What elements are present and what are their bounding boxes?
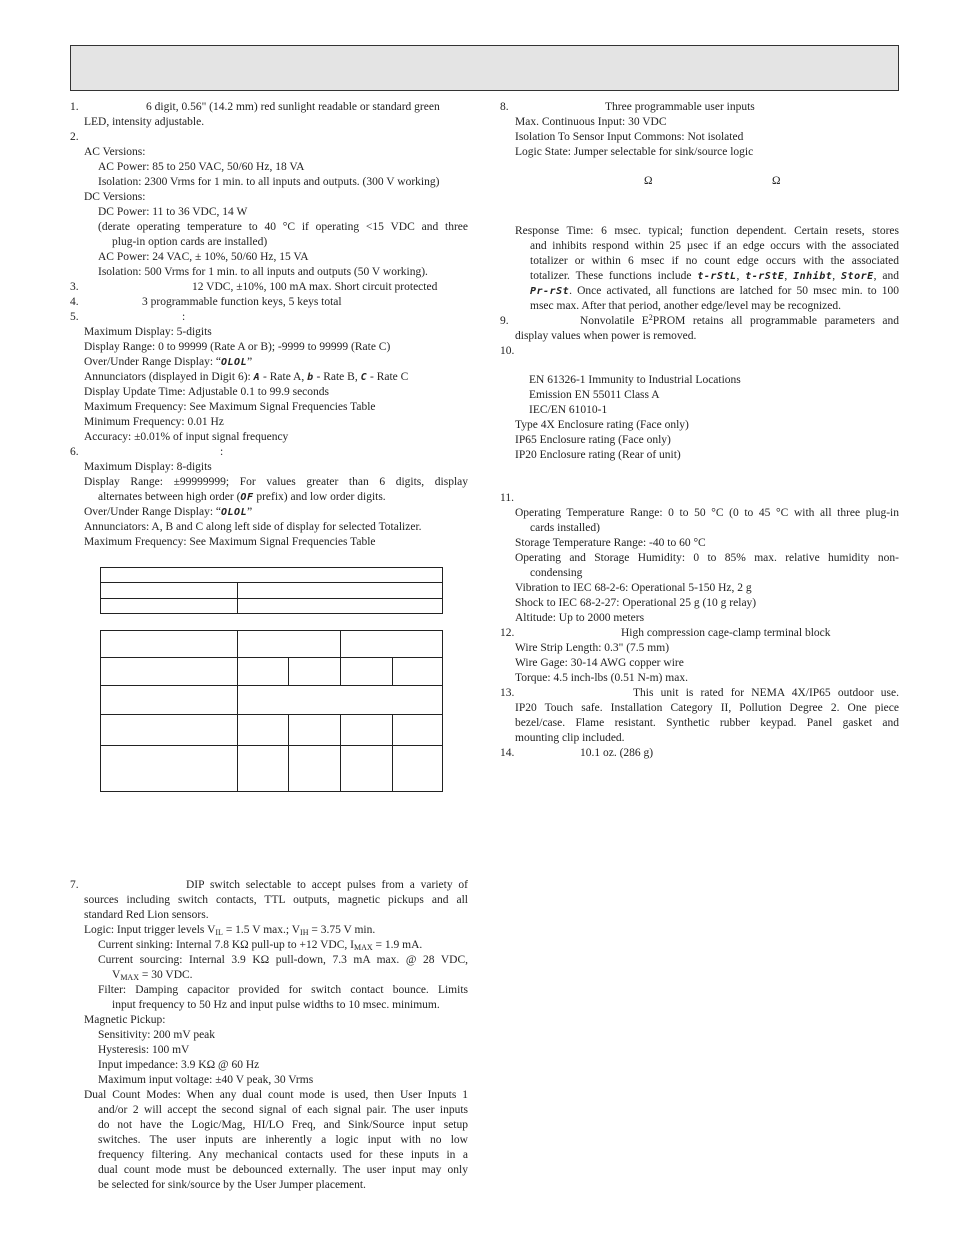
- type-4x-rating: Type 4X Enclosure rating (Face only): [515, 419, 689, 431]
- ip65-rating: IP65 Enclosure rating (Face only): [515, 434, 671, 446]
- magnetic-pickup-heading: Magnetic Pickup:: [84, 1014, 166, 1026]
- response-time-cont: msec max. After that period, another edge/level may be recognized.: [530, 300, 842, 312]
- current-sourcing-cont: $V_{MAX} = 30$ VDC.: [112, 969, 193, 982]
- dc-versions-heading: DC Versions:: [84, 191, 146, 203]
- filter-spec: Filter: Damping capacitor provided for switch contact bounce. Limits: [98, 984, 468, 996]
- dual-count-modes-cont: and/or 2 will accept the second signal of each signal pair. The user inputs: [98, 1104, 468, 1116]
- memory-spec-cont: display values when power is removed.: [515, 330, 697, 342]
- torque: Torque: 4.5 inch-lbs (0.51 N-m) max.: [515, 672, 688, 684]
- total-display-range: Display Range: ±99999999; For values greater than 6 digits, display: [84, 476, 468, 488]
- vibration: Vibration to IEC 68-2-6: Operational 5-150 Hz, 2 g: [515, 582, 752, 594]
- rate-max-frequency: Maximum Frequency: See Maximum Signal Frequencies Table: [84, 401, 376, 413]
- humidity-cont: condensing: [530, 567, 583, 579]
- humidity: Operating and Storage Humidity: 0 to 85% max. relative humidity non-: [515, 552, 899, 564]
- section-number: 10.: [500, 345, 515, 357]
- altitude: Altitude: Up to 2000 meters: [515, 612, 645, 624]
- weight-spec: 10.1 oz. (286 g): [580, 747, 654, 759]
- ac-versions-heading: AC Versions:: [84, 146, 146, 158]
- shock: Shock to IEC 68-2-27: Operational 25 g (10 g relay): [515, 597, 757, 609]
- total-display-range-cont: alternates between high order (OF prefix) and low order digits.: [98, 491, 386, 503]
- dc-power: DC Power: 11 to 36 VDC, 14 W: [98, 206, 248, 218]
- mag-max-voltage: Maximum input voltage: ±40 V peak, 30 Vrms: [98, 1074, 314, 1086]
- section-colon: :: [182, 311, 186, 323]
- response-time-cont: totalizer or within 6 msec if no count edge occurs with the associated: [530, 255, 899, 267]
- construction-spec-cont: IP20 Touch safe. Installation Category II, Pollution Degree 2. One piece: [515, 702, 899, 714]
- dc-isolation: Isolation: 500 Vrms for 1 min. to all inputs and outputs (50 V working).: [98, 266, 428, 278]
- total-annunciators: Annunciators: A, B and C along left side of display for selected Totalizer.: [84, 521, 422, 533]
- sensor-power: 12 VDC, ±10%, 100 mA max. Short circuit protected: [192, 281, 438, 293]
- dual-count-modes-cont: dual count mode must be debounced externally. The user input may only: [98, 1164, 468, 1176]
- ohm-symbol: Ω: [772, 175, 781, 187]
- operating-temperature-cont: cards installed): [530, 522, 600, 534]
- section-number: 6.: [70, 446, 79, 458]
- section-number: 1.: [70, 101, 79, 113]
- section-number: 8.: [500, 101, 509, 113]
- emc-immunity: EN 61326-1 Immunity to Industrial Locations: [529, 374, 741, 386]
- rate-display-range: Display Range: 0 to 99999 (Rate A or B); -9999 to 99999 (Rate C): [84, 341, 391, 353]
- current-sourcing: Current sourcing: Internal 3.9 KΩ pull-down, 7.3 mA max. @ 28 VDC,: [98, 954, 468, 966]
- dual-count-modes-cont: frequency filtering. Any mechanical contacts used for these inputs in a: [98, 1149, 468, 1161]
- section-number: 14.: [500, 747, 515, 759]
- derate-note-cont: plug-in option cards are installed): [112, 236, 268, 248]
- rate-accuracy: Accuracy: ±0.01% of input signal frequency: [84, 431, 289, 443]
- mag-hysteresis: Hysteresis: 100 mV: [98, 1044, 190, 1056]
- dual-count-modes: Dual Count Modes: When any dual count mode is used, then User Inputs 1: [84, 1089, 468, 1101]
- display-spec: 6 digit, 0.56" (14.2 mm) red sunlight readable or standard green: [146, 101, 440, 113]
- filter-spec-cont: input frequency to 50 Hz and input pulse widths to 10 msec. minimum.: [112, 999, 440, 1011]
- section-number: 9.: [500, 315, 509, 327]
- display-update-time: Display Update Time: Adjustable 0.1 to 99.9 seconds: [84, 386, 330, 398]
- connections-spec: High compression cage-clamp terminal block: [621, 627, 831, 639]
- memory-spec: Nonvolatile $E^2PROM$ retains all programmable parameters and: [580, 313, 899, 327]
- ohm-symbol: Ω: [644, 175, 653, 187]
- mag-sensitivity: Sensitivity: 200 mV peak: [98, 1029, 216, 1041]
- section-number: 4.: [70, 296, 79, 308]
- total-over-under: Over/Under Range Display: “OLOL”: [84, 506, 253, 518]
- rate-min-frequency: Minimum Frequency: 0.01 Hz: [84, 416, 224, 428]
- user-inputs-spec: Three programmable user inputs: [605, 101, 755, 113]
- ac-power: AC Power: 85 to 250 VAC, 50/60 Hz, 18 VA: [98, 161, 305, 173]
- construction-spec-cont: mounting clip included.: [515, 732, 625, 744]
- user-logic-state: Logic State: Jumper selectable for sink/source logic: [515, 146, 754, 158]
- display-spec-cont: LED, intensity adjustable.: [84, 116, 205, 128]
- total-max-display: Maximum Display: 8-digits: [84, 461, 212, 473]
- response-time-cont: and inhibits respond within 25 µsec if an edge occurs with the associated: [530, 240, 899, 252]
- current-sinking: Current sinking: Internal 7.8 KΩ pull-up to +12 VDC, $I_{MAX} = 1.9$ mA.: [98, 939, 423, 952]
- rate-annunciators: Annunciators (displayed in Digit 6): A - Rate A, b - Rate B, C - Rate C: [84, 371, 409, 383]
- response-time-functions: totalizer. These functions include t-rStL, t-rStE, Inhibt, StorE, and: [530, 270, 900, 282]
- logic-trigger-levels: Logic: Input trigger levels $V_{IL} = 1.5$ V max.; $V_{IH} = 3.75$ V min.: [84, 924, 376, 937]
- section-number: 5.: [70, 311, 79, 323]
- lcd-olol-text: OLOL: [221, 357, 248, 368]
- section-number: 3.: [70, 281, 79, 293]
- construction-spec: This unit is rated for NEMA 4X/IP65 outdoor use.: [633, 687, 899, 699]
- emc-emission: Emission EN 55011 Class A: [529, 389, 660, 401]
- total-max-frequency: Maximum Frequency: See Maximum Signal Frequencies Table: [84, 536, 376, 548]
- derate-note: (derate operating temperature to 40 °C if operating <15 VDC and three: [98, 221, 468, 233]
- operating-temperature: Operating Temperature Range: 0 to 50 °C (0 to 45 °C with all three plug-in: [515, 507, 899, 519]
- ac-24v-power: AC Power: 24 VAC, ± 10%, 50/60 Hz, 15 VA: [98, 251, 309, 263]
- section-number: 7.: [70, 879, 79, 891]
- section-colon: :: [220, 446, 224, 458]
- safety-standard: IEC/EN 61010-1: [529, 404, 608, 416]
- user-isolation: Isolation To Sensor Input Commons: Not isolated: [515, 131, 744, 143]
- section-number: 2.: [70, 131, 79, 143]
- dual-count-modes-cont: do not have the Logic/Mag, HI/LO Freq, and Sink/Source input setup: [98, 1119, 468, 1131]
- wire-gage: Wire Gage: 30-14 AWG copper wire: [515, 657, 684, 669]
- section-number: 13.: [500, 687, 515, 699]
- input-a-spec-cont: sources including switch contacts, TTL outputs, magnetic pickups and all: [84, 894, 468, 906]
- page-header-bar: [70, 45, 899, 91]
- response-time-latch: Pr-rSt. Once activated, all functions are latched for 50 msec min. to 100: [530, 285, 899, 297]
- mag-impedance: Input impedance: 3.9 KΩ @ 60 Hz: [98, 1059, 260, 1071]
- rate-over-under: Over/Under Range Display: “OLOL”: [84, 356, 253, 368]
- user-max-input: Max. Continuous Input: 30 VDC: [515, 116, 667, 128]
- rate-max-display: Maximum Display: 5-digits: [84, 326, 212, 338]
- keypad-spec: 3 programmable function keys, 5 keys total: [142, 296, 342, 308]
- dual-count-modes-cont: be selected for sink/source by the User Jumper placement.: [98, 1179, 366, 1191]
- response-time: Response Time: 6 msec. typical; function dependent. Certain resets, stores: [515, 225, 899, 237]
- input-a-spec-cont2: standard Red Lion sensors.: [84, 909, 209, 921]
- dual-count-modes-cont: switches. The user inputs are inherently a logic input with no low: [98, 1134, 468, 1146]
- storage-temperature: Storage Temperature Range: -40 to 60 °C: [515, 537, 706, 549]
- ip20-rating: IP20 Enclosure rating (Rear of unit): [515, 449, 681, 461]
- wire-strip-length: Wire Strip Length: 0.3" (7.5 mm): [515, 642, 670, 654]
- ac-isolation: Isolation: 2300 Vrms for 1 min. to all inputs and outputs. (300 V working): [98, 176, 440, 188]
- input-a-spec: DIP switch selectable to accept pulses from a variety of: [186, 879, 468, 891]
- construction-spec-cont: bezel/case. Flame resistant. Synthetic rubber keypad. Panel gasket and: [515, 717, 899, 729]
- section-number: 12.: [500, 627, 515, 639]
- section-number: 11.: [500, 492, 514, 504]
